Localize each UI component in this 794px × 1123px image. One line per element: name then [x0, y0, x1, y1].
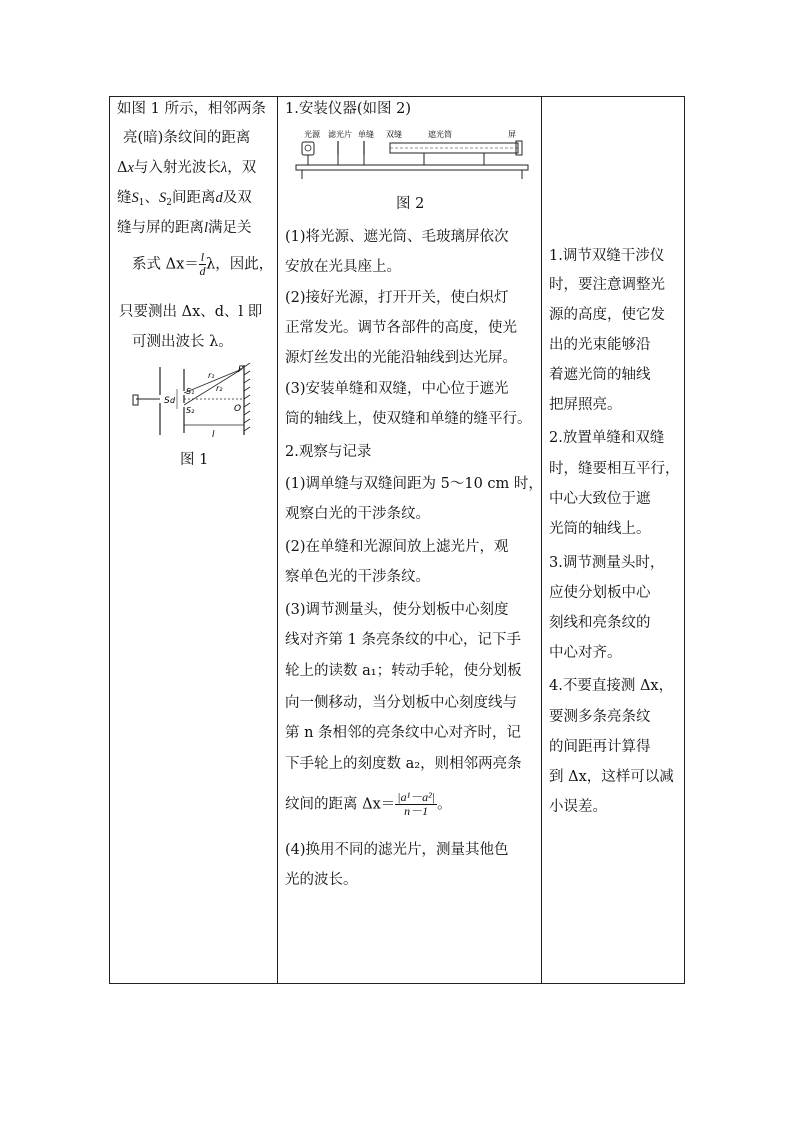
procedure-line-12: 察单色光的干涉条纹。 — [285, 569, 430, 585]
procedure-line-10: 观察白光的干涉条纹。 — [285, 506, 430, 522]
principle-line-8: 可测出波长 λ。 — [132, 334, 233, 350]
note-line: 3.调节测量头时， — [549, 555, 665, 571]
procedure-line-11: (2)在单缝和光源间放上滤光片，观 — [285, 539, 509, 555]
procedure-line-17: 第 n 条相邻的亮条纹中心对齐时，记 — [285, 725, 522, 741]
procedure-line-13: (3)调节测量头，使分划板中心刻度 — [285, 602, 509, 618]
note-line: 应使分划板中心 — [549, 585, 651, 601]
procedure-line-18: 下手轮上的刻度数 a₂，则相邻两亮条 — [285, 756, 522, 772]
procedure-line-14: 线对齐第 1 条亮条纹的中心，记下手 — [285, 632, 521, 648]
procedure-line-3: (2)接好光源，打开开关，使白炽灯 — [285, 290, 509, 306]
note-line: 着遮光筒的轴线 — [549, 367, 651, 383]
slit-s2-label: S₂ — [186, 406, 195, 415]
procedure-line-16: 向一侧移动，当分划板中心刻度线与 — [285, 695, 517, 711]
principle-line-1: 如图 1 所示，相邻两条 — [117, 101, 266, 117]
note-line: 小误差。 — [549, 799, 607, 815]
principle-line-2: 亮(暗)条纹间的距离 — [123, 130, 251, 146]
principle-formula: 系式 Δx＝ $\frac{l}{d}$ λ，因此， — [132, 250, 274, 278]
procedure-line-7: 筒的轴线上，使双缝和单缝的缝平行。 — [285, 411, 532, 427]
principle-line-7: 只要测出 Δx、d、l 即 — [119, 304, 263, 320]
procedure-line-2: 安放在光具座上。 — [285, 259, 401, 275]
notes-column — [542, 97, 684, 983]
spacing-fraction: $\frac{\text{|a¹－a²|}}{n-1}$ — [397, 790, 436, 818]
spacing-formula: 纹间的距离 Δx＝ $\frac{\text{|a¹－a²|}}{n-1}$ 。 — [285, 790, 452, 818]
principle-line-5: 缝与屏的距离l满足关 — [117, 220, 252, 236]
note-line: 到 Δx，这样可以减 — [549, 769, 674, 785]
procedure-line-15: 轮上的读数 a₁；转动手轮，使分划板 — [285, 663, 522, 679]
note-line: 中心对齐。 — [549, 645, 622, 661]
note-line: 源的高度，使它发 — [549, 307, 665, 323]
note-line: 要测多条亮条纹 — [549, 709, 651, 725]
note-line: 中心大致位于遮 — [549, 491, 651, 507]
ratio-fraction: $\frac{l}{d}$ — [199, 250, 206, 278]
note-line: 光筒的轴线上。 — [549, 521, 651, 537]
procedure-line-1: (1)将光源、遮光筒、毛玻璃屏依次 — [285, 229, 509, 245]
procedure-column — [278, 97, 542, 983]
procedure-line-20: (4)换用不同的滤光片，测量其他色 — [285, 842, 509, 858]
fig2-label-single-slit: 单缝 — [358, 130, 374, 139]
note-line: 时，要注意调整光 — [549, 277, 665, 293]
figure-1-caption: 图 1 — [180, 452, 209, 468]
fig2-label-screen: 屏 — [508, 130, 516, 139]
procedure-line-5: 源灯丝发出的光能沿轴线到达光屏。 — [285, 350, 517, 366]
distance-l-label: l — [212, 430, 215, 440]
principle-line-4: 缝$S_1$、$S_2$间距离d及双 — [117, 190, 252, 208]
experiment-table — [109, 96, 685, 984]
procedure-heading-1: 1.安装仪器(如图 2) — [285, 101, 411, 117]
principle-column — [110, 97, 278, 983]
procedure-line-21: 光的波长。 — [285, 872, 358, 888]
procedure-line-9: (1)调单缝与双缝间距为 5～10 cm 时， — [285, 476, 543, 492]
procedure-line-6: (3)安装单缝和双缝，中心位于遮光 — [285, 381, 509, 397]
procedure-line-4: 正常发光。调节各部件的高度，使光 — [285, 320, 517, 336]
figure-2-caption: 图 2 — [396, 196, 425, 212]
r2-label: r₂ — [216, 384, 223, 393]
note-line: 时，缝要相互平行， — [549, 461, 680, 477]
point-p-label: P — [238, 365, 244, 375]
slit-s1-label: S₁ — [186, 387, 195, 396]
source-s-label: S — [164, 396, 170, 406]
figure-1-double-slit-diagram — [130, 363, 264, 441]
note-line: 出的光束能够沿 — [549, 337, 651, 353]
spacing-d-label: d — [170, 396, 176, 405]
figure-2-apparatus-diagram — [294, 127, 530, 187]
principle-line-3: Δx与入射光波长λ，双 — [117, 160, 257, 176]
fig2-label-tube: 遮光筒 — [428, 130, 452, 139]
note-line: 的间距再计算得 — [549, 739, 651, 755]
note-line: 把屏照亮。 — [549, 397, 622, 413]
fig2-label-filter: 滤光片 — [328, 130, 352, 139]
point-o-label: O — [234, 404, 242, 414]
note-line: 刻线和亮条纹的 — [549, 615, 651, 631]
procedure-heading-2: 2.观察与记录 — [285, 444, 372, 460]
fig2-label-light-source: 光源 — [304, 130, 320, 139]
r1-label: r₁ — [208, 371, 215, 380]
note-line: 1.调节双缝干涉仪 — [549, 248, 665, 264]
note-line: 4.不要直接测 Δx， — [549, 678, 674, 694]
note-line: 2.放置单缝和双缝 — [549, 430, 665, 446]
fig2-label-double-slit: 双缝 — [386, 130, 402, 139]
